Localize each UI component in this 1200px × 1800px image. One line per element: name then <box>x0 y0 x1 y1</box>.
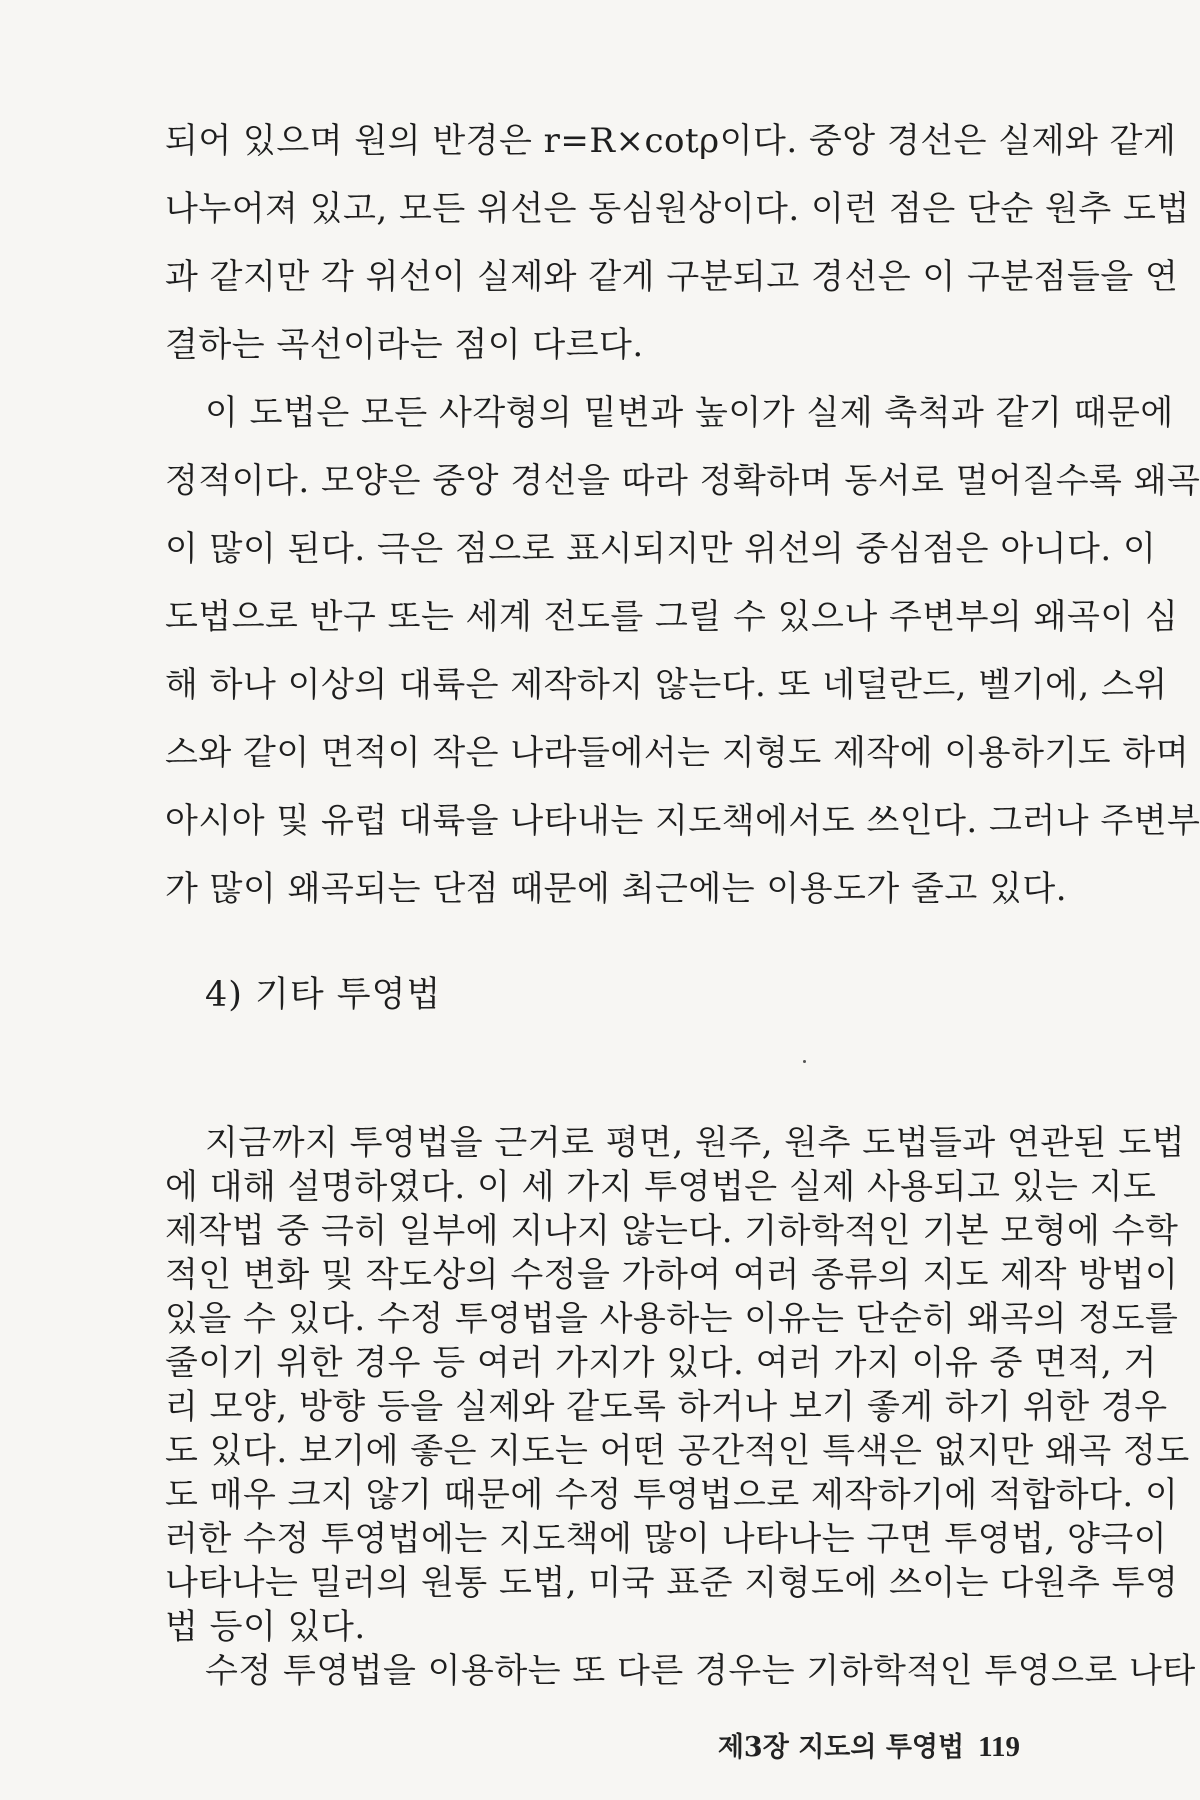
body-text-line: 도 매우 크지 않기 때문에 수정 투영법으로 제작하기에 적합하다. 이 <box>165 1475 1179 1515</box>
body-text-line: 수정 투영법을 이용하는 또 다른 경우는 기하학적인 투영으로 나타 <box>205 1651 1196 1691</box>
body-text-line: 적인 변화 및 작도상의 수정을 가하여 여러 종류의 지도 제작 방법이 <box>165 1255 1179 1295</box>
page-footer <box>718 1725 1020 1764</box>
body-text-line: 제작법 중 극히 일부에 지나지 않는다. 기하학적인 기본 모형에 수학 <box>165 1211 1179 1251</box>
section-heading: 4) 기타 투영법 <box>205 975 442 1015</box>
body-text-line: 이 많이 된다. 극은 점으로 표시되지만 위선의 중심점은 아니다. 이 <box>165 529 1157 569</box>
body-text-line: 있을 수 있다. 수정 투영법을 사용하는 이유는 단순히 왜곡의 정도를 <box>165 1299 1179 1339</box>
chapter-title: 제3장 지도의 투영법 <box>717 1732 965 1763</box>
page-number: 119 <box>978 1731 1020 1763</box>
body-text-line: 되어 있으며 원의 반경은 r=R×cotρ이다. 중앙 경선은 실제와 같게 <box>165 121 1177 161</box>
body-text-line: 지금까지 투영법을 근거로 평면, 원주, 원추 도법들과 연관된 도법 <box>205 1123 1186 1163</box>
body-text-line: 정적이다. 모양은 중앙 경선을 따라 정확하며 동서로 멀어질수록 왜곡 <box>165 461 1200 501</box>
body-text-line: 이 도법은 모든 사각형의 밑변과 높이가 실제 축척과 같기 때문에 <box>205 393 1174 433</box>
body-text-line: 과 같지만 각 위선이 실제와 같게 구분되고 경선은 이 구분점들을 연 <box>165 257 1179 297</box>
body-text-line: 나누어져 있고, 모든 위선은 동심원상이다. 이런 점은 단순 원추 도법 <box>165 189 1190 229</box>
body-text-line: 에 대해 설명하였다. 이 세 가지 투영법은 실제 사용되고 있는 지도 <box>165 1167 1157 1207</box>
body-text-line: 해 하나 이상의 대륙은 제작하지 않는다. 또 네덜란드, 벨기에, 스위 <box>165 665 1168 705</box>
body-text-line: 러한 수정 투영법에는 지도책에 많이 나타나는 구면 투영법, 양극이 <box>165 1519 1168 1559</box>
body-text-line: 도 있다. 보기에 좋은 지도는 어떤 공간적인 특색은 없지만 왜곡 정도 <box>165 1431 1190 1471</box>
body-text-line: 도법으로 반구 또는 세계 전도를 그릴 수 있으나 주변부의 왜곡이 심 <box>165 597 1179 637</box>
body-text-line: 리 모양, 방향 등을 실제와 같도록 하거나 보기 좋게 하기 위한 경우 <box>165 1387 1168 1427</box>
body-text-line: 법 등이 있다. <box>165 1607 366 1647</box>
body-text-line: 나타나는 밀러의 원통 도법, 미국 표준 지형도에 쓰이는 다원추 투영 <box>165 1563 1179 1603</box>
body-text-line: 아시아 및 유럽 대륙을 나타내는 지도책에서도 쓰인다. 그러나 주변부 <box>165 801 1200 841</box>
body-text-line: 스와 같이 면적이 작은 나라들에서는 지형도 제작에 이용하기도 하며 <box>165 733 1190 773</box>
body-text-line: 가 많이 왜곡되는 단점 때문에 최근에는 이용도가 줄고 있다. <box>165 869 1068 909</box>
print-speck <box>803 1060 806 1063</box>
body-text-line: 줄이기 위한 경우 등 여러 가지가 있다. 여러 가지 이유 중 면적, 거 <box>165 1343 1157 1383</box>
body-text-line: 결하는 곡선이라는 점이 다르다. <box>165 325 644 365</box>
